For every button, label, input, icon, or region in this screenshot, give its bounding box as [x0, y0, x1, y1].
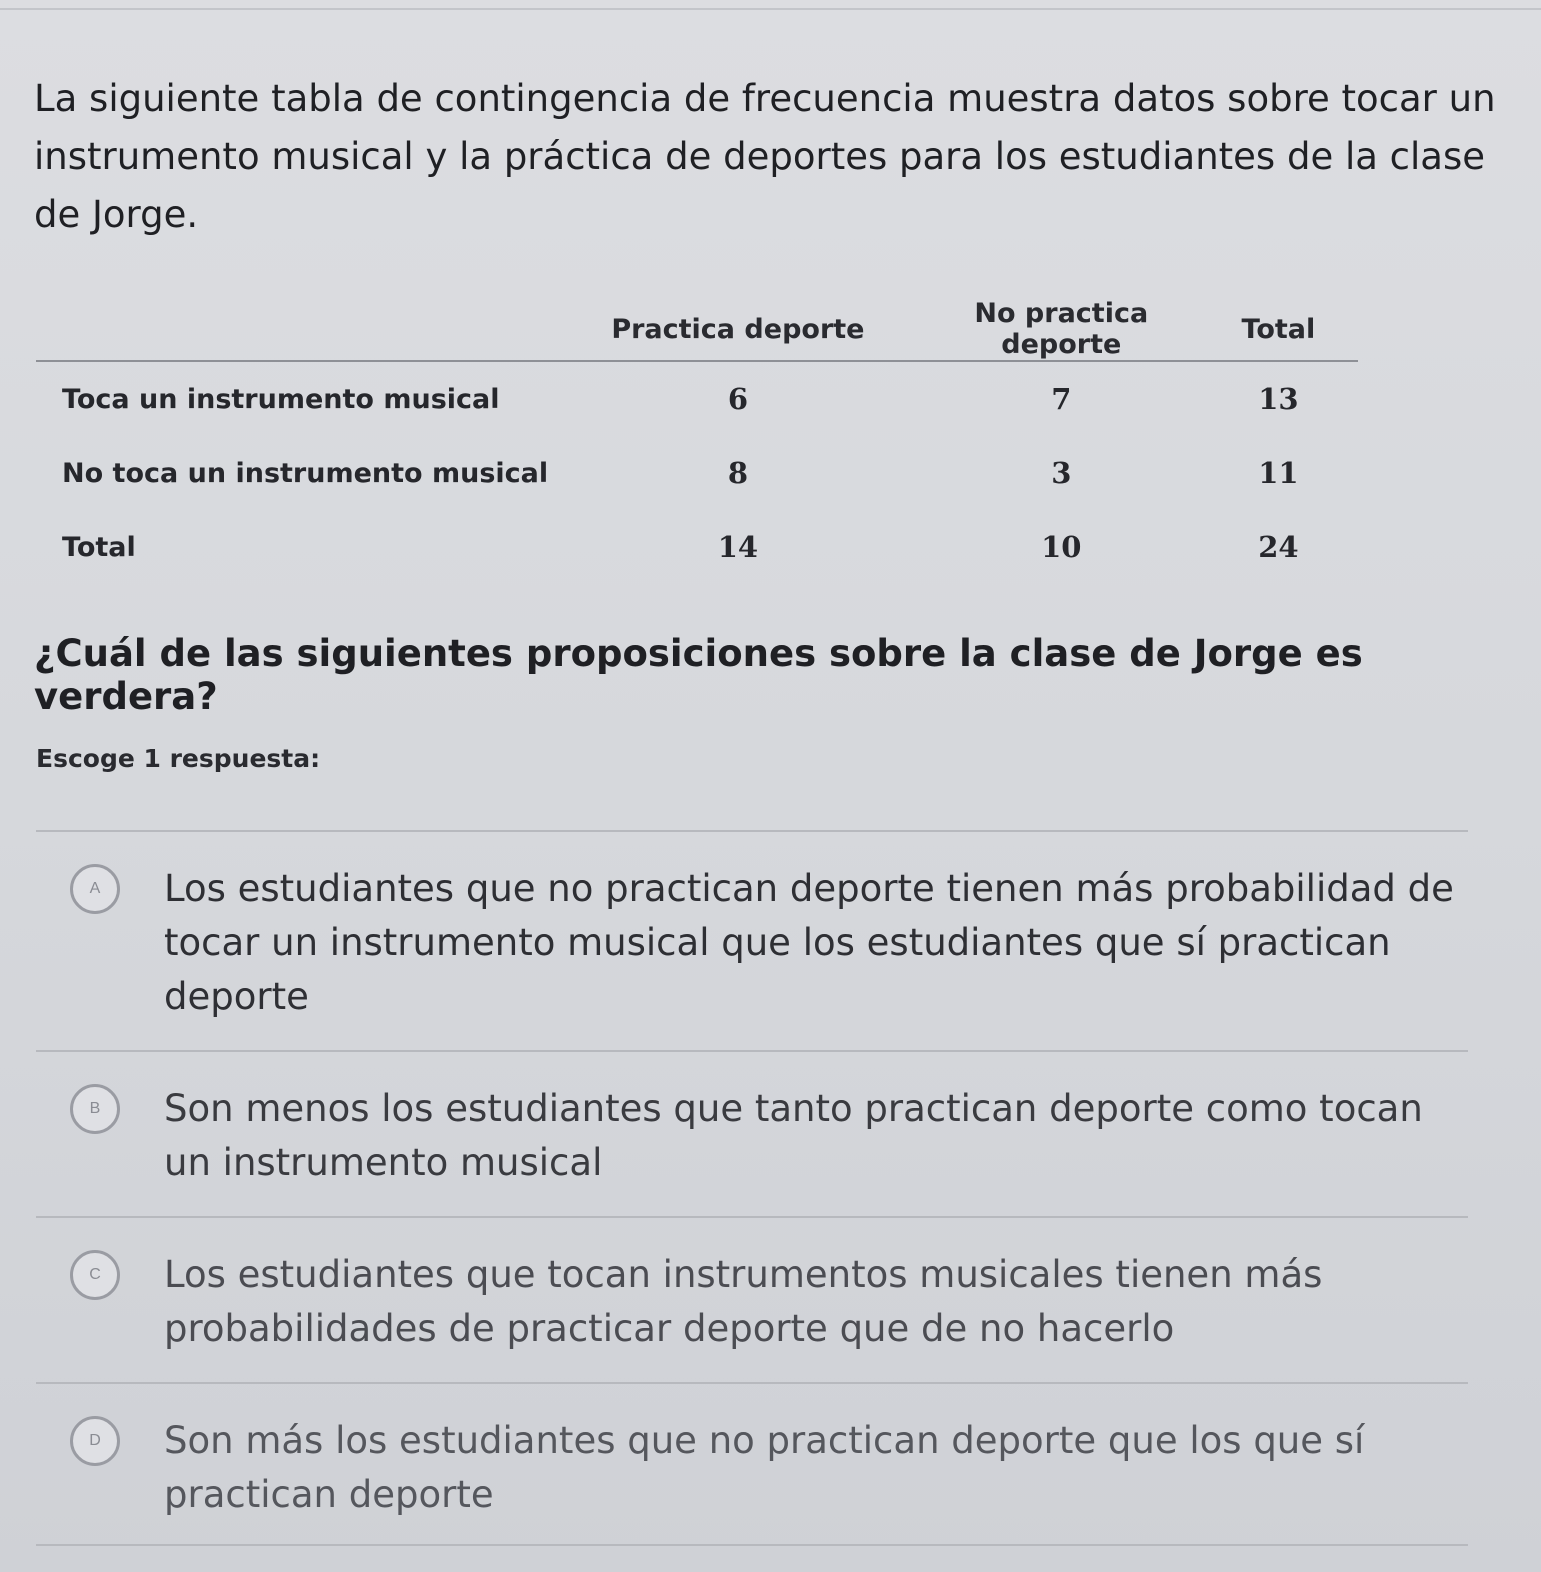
answer-option-a[interactable] — [36, 832, 1468, 1050]
row-label: Total — [62, 531, 136, 563]
answer-instruction: Escoge 1 respuesta: — [36, 744, 321, 773]
option-divider — [36, 1544, 1468, 1546]
answer-option-c[interactable] — [36, 1218, 1468, 1382]
answer-option-text: Son menos los estudiantes que tanto practican deporte como tocan un instrumento musical — [164, 1087, 1423, 1184]
table-cell: 11 — [1258, 456, 1299, 490]
radio-button-a[interactable]: A — [70, 864, 120, 914]
answer-option-d[interactable] — [36, 1384, 1468, 1544]
table-header-corner — [36, 298, 552, 361]
table-cell: 8 — [727, 456, 748, 490]
answer-option-text: Los estudiantes que tocan instrumentos musicales tienen más probabilidades de practicar deporte que de no hacerlo — [164, 1253, 1323, 1350]
table-header-plays-sport: Practica deporte — [552, 298, 924, 361]
row-label: Toca un instrumento musical — [62, 383, 500, 415]
top-divider — [0, 8, 1541, 10]
table-cell: 6 — [727, 382, 748, 416]
table-row — [36, 436, 1358, 510]
table-cell: 10 — [1041, 530, 1082, 564]
table-cell: 14 — [717, 530, 759, 564]
table-header-total: Total — [1199, 298, 1358, 361]
table-cell: 24 — [1258, 530, 1299, 564]
question-text: ¿Cuál de las siguientes proposiciones sobre la clase de Jorge es verdera? — [34, 632, 1363, 718]
answer-option-text: Los estudiantes que no practican deporte tienen más probabilidad de tocar un instrumento musical que los estudiantes que sí practican deporte — [164, 867, 1454, 1018]
table-cell: 3 — [1051, 456, 1072, 490]
answer-option-b[interactable] — [36, 1052, 1468, 1216]
contingency-table — [36, 298, 1358, 584]
row-label: No toca un instrumento musical — [62, 457, 549, 489]
table-row — [36, 361, 1358, 436]
table-cell: 13 — [1258, 382, 1299, 416]
radio-button-c[interactable]: C — [70, 1250, 120, 1300]
radio-button-b[interactable]: B — [70, 1084, 120, 1134]
table-header-row — [36, 298, 1358, 361]
table-header-no-sport: No practica deporte — [924, 298, 1199, 361]
table-row — [36, 510, 1358, 584]
intro-text: La siguiente tabla de contingencia de frecuencia muestra datos sobre tocar un instrumento musical y la práctica de deportes para los estudiantes de la clase de Jorge. — [34, 77, 1496, 236]
table-cell: 7 — [1051, 382, 1072, 416]
radio-button-d[interactable]: D — [70, 1416, 120, 1466]
answer-option-text: Son más los estudiantes que no practican deporte que los que sí practican deporte — [164, 1419, 1365, 1516]
